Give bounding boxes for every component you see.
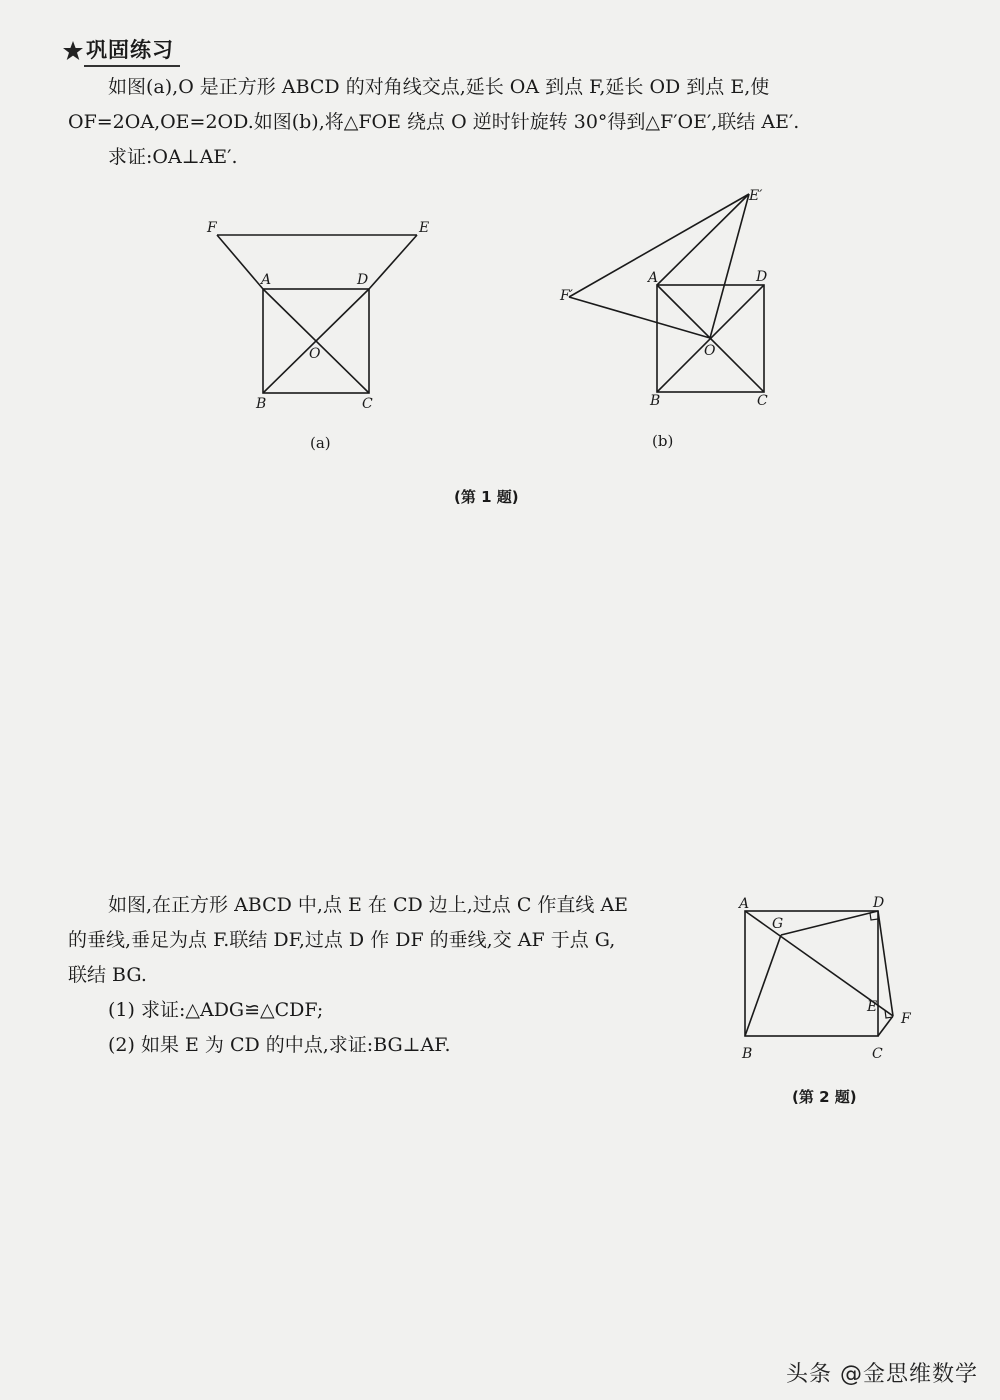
section-header bbox=[62, 34, 180, 67]
label-D: D bbox=[873, 895, 885, 911]
figure-2 bbox=[730, 890, 930, 1070]
q2-line2: 的垂线,垂足为点 F.联结 DF,过点 D 作 DF 的垂线,交 AF 于点 G, bbox=[68, 929, 616, 951]
figure-2-caption: (第 2 题) bbox=[792, 1088, 857, 1106]
q1-line3: 求证:OA⊥AE′. bbox=[108, 146, 238, 168]
q2-line3: 联结 BG. bbox=[68, 964, 147, 986]
figure-1b-caption: (b) bbox=[652, 432, 674, 450]
figure-1b bbox=[550, 180, 790, 415]
label-A: A bbox=[261, 272, 272, 288]
label-G: G bbox=[772, 916, 784, 932]
label-F: F bbox=[901, 1011, 911, 1027]
label-E: E bbox=[867, 999, 878, 1015]
question-2 bbox=[68, 888, 728, 1063]
label-A: A bbox=[739, 896, 750, 912]
label-B: B bbox=[650, 393, 661, 409]
label-E: E bbox=[419, 220, 430, 236]
label-B: B bbox=[256, 396, 267, 412]
label-A: A bbox=[648, 270, 659, 286]
label-C: C bbox=[362, 396, 373, 412]
label-F: F bbox=[207, 220, 217, 236]
q2-part2: (2) 如果 E 为 CD 的中点,求证:BG⊥AF. bbox=[108, 1034, 451, 1056]
section-title: 巩固练习 bbox=[84, 34, 180, 67]
label-D: D bbox=[756, 269, 768, 285]
label-F-prime: F′ bbox=[560, 288, 573, 304]
q1-line2: OF=2OA,OE=2OD.如图(b),将△FOE 绕点 O 逆时针旋转 30°得到△F′OE′,联结 AE′. bbox=[68, 111, 800, 133]
q1-line1: 如图(a),O 是正方形 ABCD 的对角线交点,延长 OA 到点 F,延长 OD 到点 E,使 bbox=[108, 76, 770, 98]
q2-part1: (1) 求证:△ADG≌△CDF; bbox=[108, 999, 324, 1021]
label-O: O bbox=[309, 346, 321, 362]
label-C: C bbox=[757, 393, 768, 409]
q2-line1: 如图,在正方形 ABCD 中,点 E 在 CD 边上,过点 C 作直线 AE bbox=[108, 894, 629, 916]
figure-1a-caption: (a) bbox=[310, 434, 331, 452]
figure-1a bbox=[195, 210, 445, 420]
question-1 bbox=[68, 70, 928, 175]
label-C: C bbox=[872, 1046, 883, 1062]
watermark: 头条 @金思维数学 bbox=[786, 1362, 978, 1387]
label-E-prime: E′ bbox=[749, 188, 763, 204]
star-icon bbox=[62, 40, 84, 62]
label-O: O bbox=[704, 343, 716, 359]
label-B: B bbox=[742, 1046, 753, 1062]
figure-1-caption: (第 1 题) bbox=[454, 488, 519, 506]
label-D: D bbox=[357, 272, 369, 288]
